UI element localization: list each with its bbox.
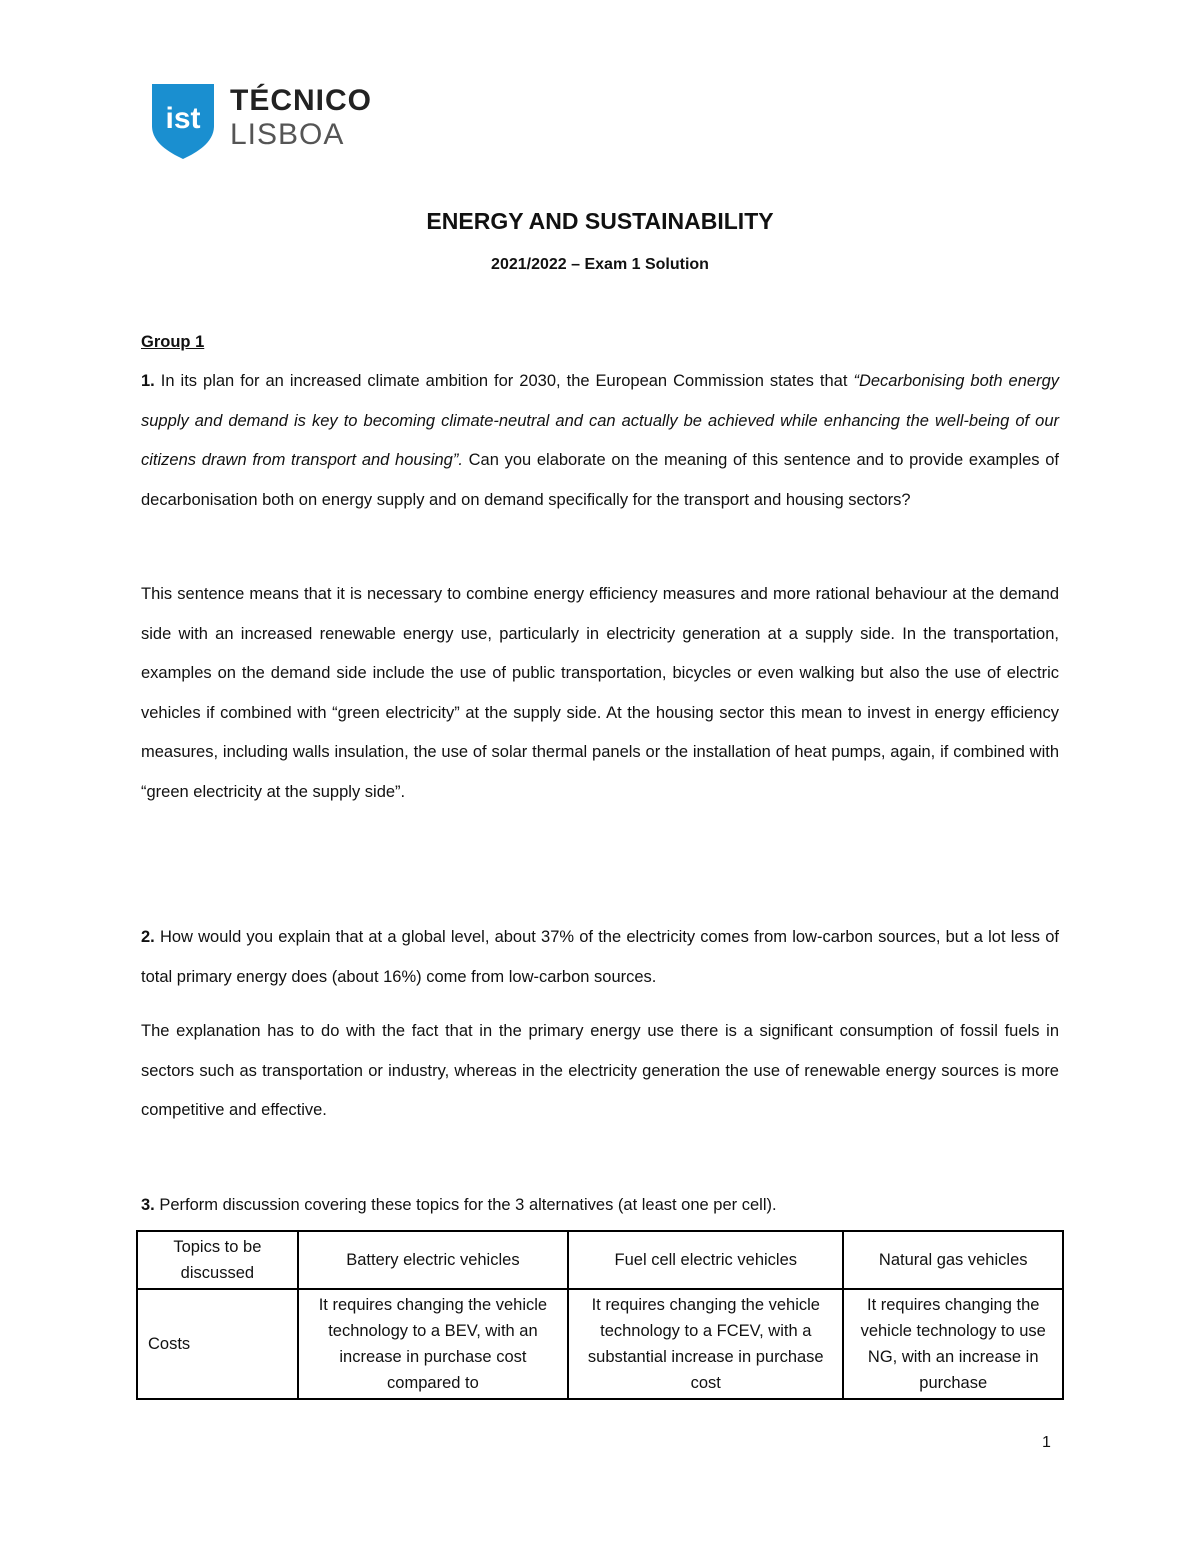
group-heading: Group 1: [141, 333, 205, 351]
cell-bev-costs: It requires changing the vehicle technology to a BEV, with an increase in purchase cost compared to: [298, 1289, 568, 1399]
alternatives-table: [136, 1230, 1064, 1400]
question-2-number: 2.: [141, 928, 155, 946]
tecnico-lisboa-logo: [150, 82, 372, 162]
logo-line-1: TÉCNICO: [230, 84, 372, 117]
header-fcev: Fuel cell electric vehicles: [568, 1231, 843, 1289]
cell-ngv-costs: It requires changing the vehicle technology to use NG, with an increase in purchase: [843, 1289, 1063, 1399]
document-title: ENERGY AND SUSTAINABILITY: [426, 208, 774, 234]
row-topic-costs: Costs: [137, 1289, 298, 1399]
question-3-text: Perform discussion covering these topics for the 3 alternatives (at least one per cell).: [154, 1196, 777, 1214]
question-1-quote: “Decarbonising both energy supply and demand is key to becoming climate-neutral and can actually be achieved while enhancing the well-being of our citizens drawn from transport and housing”.: [141, 372, 1060, 469]
ist-shield-icon: [150, 82, 216, 160]
question-1-ask: Can you elaborate on the meaning of this sentence and to provide examples of decarbonisation both on energy supply and on demand specifically for the transport and housing sectors?: [141, 451, 1059, 509]
logo-line-2: LISBOA: [230, 118, 345, 151]
ist-emblem-text: ist: [165, 102, 201, 135]
cell-fcev-costs: It requires changing the vehicle technology to a FCEV, with a substantial increase in purchase cost: [568, 1289, 843, 1399]
page-number: 1: [1042, 1434, 1051, 1451]
answer-1: This sentence means that it is necessary to combine energy efficiency measures and more rational behaviour at the demand side with an increased renewable energy use, particularly in electricity generation at a supply side. In the transportation, examples on the demand side include the use of public transportation, bicycles or even walking but also the use of electric vehicles if combined with “green electricity” at the supply side. At the housing sector this mean to invest in energy efficiency measures, including walls insulation, the use of solar thermal panels or the installation of heat pumps, again, if combined with “green electricity at the supply side”.: [141, 585, 1059, 801]
answer-2: The explanation has to do with the fact that in the primary energy use there is a significant consumption of fossil fuels in sectors such as transportation or industry, whereas in the electricity generation the use of renewable energy sources is more competitive and effective.: [141, 1022, 1059, 1119]
question-1-number: 1.: [141, 372, 155, 390]
table-header-row: [137, 1231, 1063, 1289]
question-1-intro: In its plan for an increased climate ambition for 2030, the European Commission states that: [154, 372, 854, 390]
question-1: [141, 362, 1059, 520]
question-3: [141, 1186, 1059, 1226]
table-row: [137, 1289, 1063, 1399]
header-bev: Battery electric vehicles: [298, 1231, 568, 1289]
question-3-number: 3.: [141, 1196, 155, 1214]
document-subtitle: 2021/2022 – Exam 1 Solution: [491, 256, 709, 273]
header-ngv: Natural gas vehicles: [843, 1231, 1063, 1289]
header-topics: Topics to be discussed: [137, 1231, 298, 1289]
question-2: [141, 918, 1059, 997]
question-2-text: How would you explain that at a global level, about 37% of the electricity comes from low-carbon sources, but a lot less of total primary energy does (about 16%) come from low-carbon sources.: [141, 928, 1059, 986]
